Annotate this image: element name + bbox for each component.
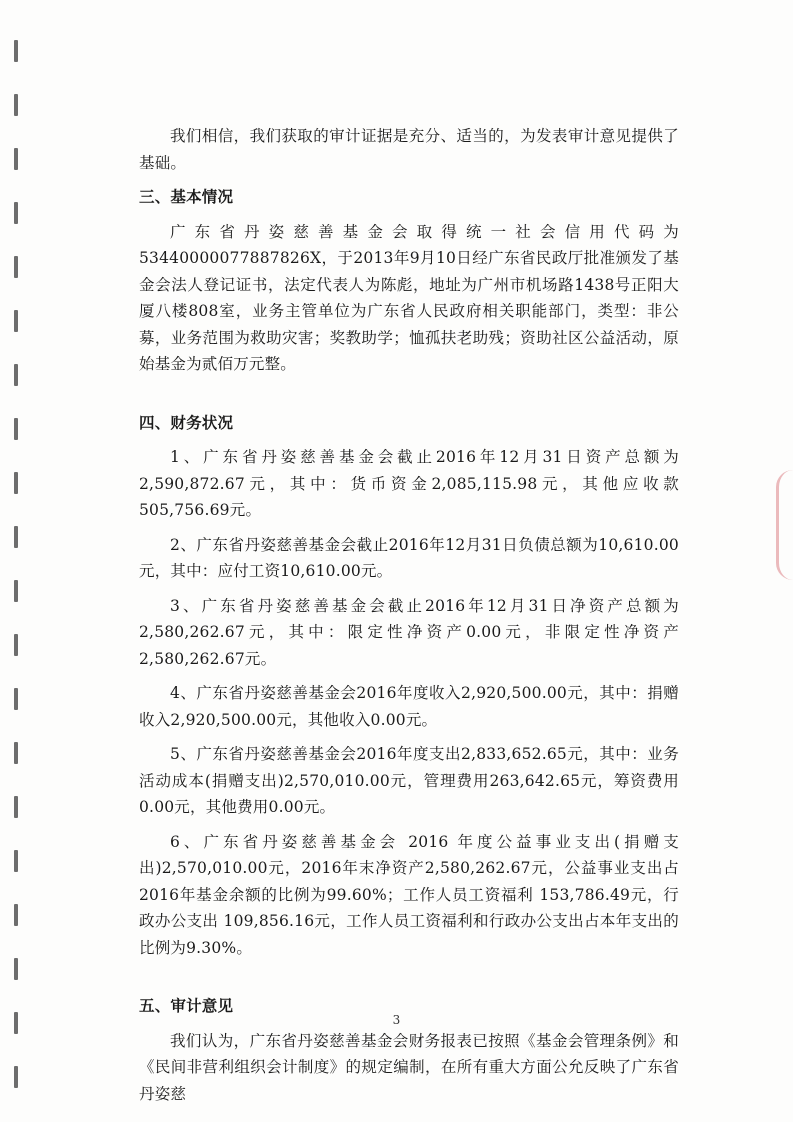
financial-item-1: 1、广东省丹姿慈善基金会截止2016年12月31日资产总额为2,590,872.67元，其中：货币资金2,085,115.98元，其他应收款505,756.69元。 bbox=[139, 448, 679, 519]
binding-mark bbox=[14, 256, 18, 278]
binding-mark bbox=[14, 742, 18, 764]
binding-mark bbox=[14, 94, 18, 116]
section-heading-audit-opinion: 五、审计意见 bbox=[139, 997, 234, 1015]
binding-marks bbox=[14, 40, 24, 1120]
document-body bbox=[139, 123, 679, 1115]
binding-mark bbox=[14, 580, 18, 602]
financial-item-6: 6、广东省丹姿慈善基金会 2016 年度公益事业支出(捐赠支出)2,570,010.00元，2016年末净资产2,580,262.67元，公益事业支出占2016年基金余额的比例为99.60%；工作人员工资福利 153,786.49元，行政办公支出 109,856.16元，工作人员工资福利和行政办公支出占本年支出的比例为9.30%。 bbox=[139, 832, 679, 957]
binding-mark bbox=[14, 796, 18, 818]
binding-mark bbox=[14, 850, 18, 872]
binding-mark bbox=[14, 364, 18, 386]
binding-mark bbox=[14, 688, 18, 710]
section-heading-basic-info: 三、基本情况 bbox=[139, 188, 234, 206]
binding-mark bbox=[14, 202, 18, 224]
seal-edge-mark bbox=[776, 470, 793, 580]
audit-opinion-paragraph: 我们认为，广东省丹姿慈善基金会财务报表已按照《基金会管理条例》和《民间非营利组织会计制度》的规定编制，在所有重大方面公允反映了广东省丹姿慈 bbox=[139, 1031, 679, 1103]
binding-mark bbox=[14, 634, 18, 656]
intro-paragraph: 我们相信，我们获取的审计证据是充分、适当的，为发表审计意见提供了基础。 bbox=[139, 127, 679, 172]
binding-mark bbox=[14, 418, 18, 440]
binding-mark bbox=[14, 1066, 18, 1088]
section-heading-financial-status: 四、财务状况 bbox=[139, 413, 234, 432]
binding-mark bbox=[14, 472, 18, 494]
binding-mark bbox=[14, 148, 18, 170]
binding-mark bbox=[14, 904, 18, 926]
binding-mark bbox=[14, 310, 18, 332]
financial-item-2: 2、广东省丹姿慈善基金会截止2016年12月31日负债总额为10,610.00元，其中：应付工资10,610.00元。 bbox=[139, 535, 679, 580]
binding-mark bbox=[14, 958, 18, 980]
financial-item-5: 5、广东省丹姿慈善基金会2016年度支出2,833,652.65元，其中：业务活动成本(捐赠支出)2,570,010.00元，管理费用263,642.65元，筹资费用0.00元，其他费用0.00元。 bbox=[139, 745, 679, 816]
binding-mark bbox=[14, 526, 18, 548]
financial-item-3: 3、广东省丹姿慈善基金会截止2016年12月31日净资产总额为2,580,262.67元，其中：限定性净资产0.00元，非限定性净资产2,580,262.67元。 bbox=[139, 596, 679, 668]
financial-item-4: 4、广东省丹姿慈善基金会2016年度收入2,920,500.00元，其中：捐赠收入2,920,500.00元，其他收入0.00元。 bbox=[139, 684, 679, 729]
section-spacer bbox=[139, 386, 679, 406]
basic-info-paragraph: 广东省丹姿慈善基金会取得统一社会信用代码为53440000077887826X，于2013年9月10日经广东省民政厅批准颁发了基金会法人登记证书，法定代表人为陈彪，地址为广州市机场路1438号正阳大厦八楼808室，业务主管单位为广东省人民政府相关职能部门，类型：非公募，业务范围为救助灾害；奖教助学；恤孤扶老助残；资助社区公益活动，原始基金为贰佰万元整。 bbox=[139, 222, 679, 373]
binding-mark bbox=[14, 40, 18, 62]
page-number: 3 bbox=[392, 1013, 401, 1027]
section-spacer bbox=[139, 969, 679, 989]
